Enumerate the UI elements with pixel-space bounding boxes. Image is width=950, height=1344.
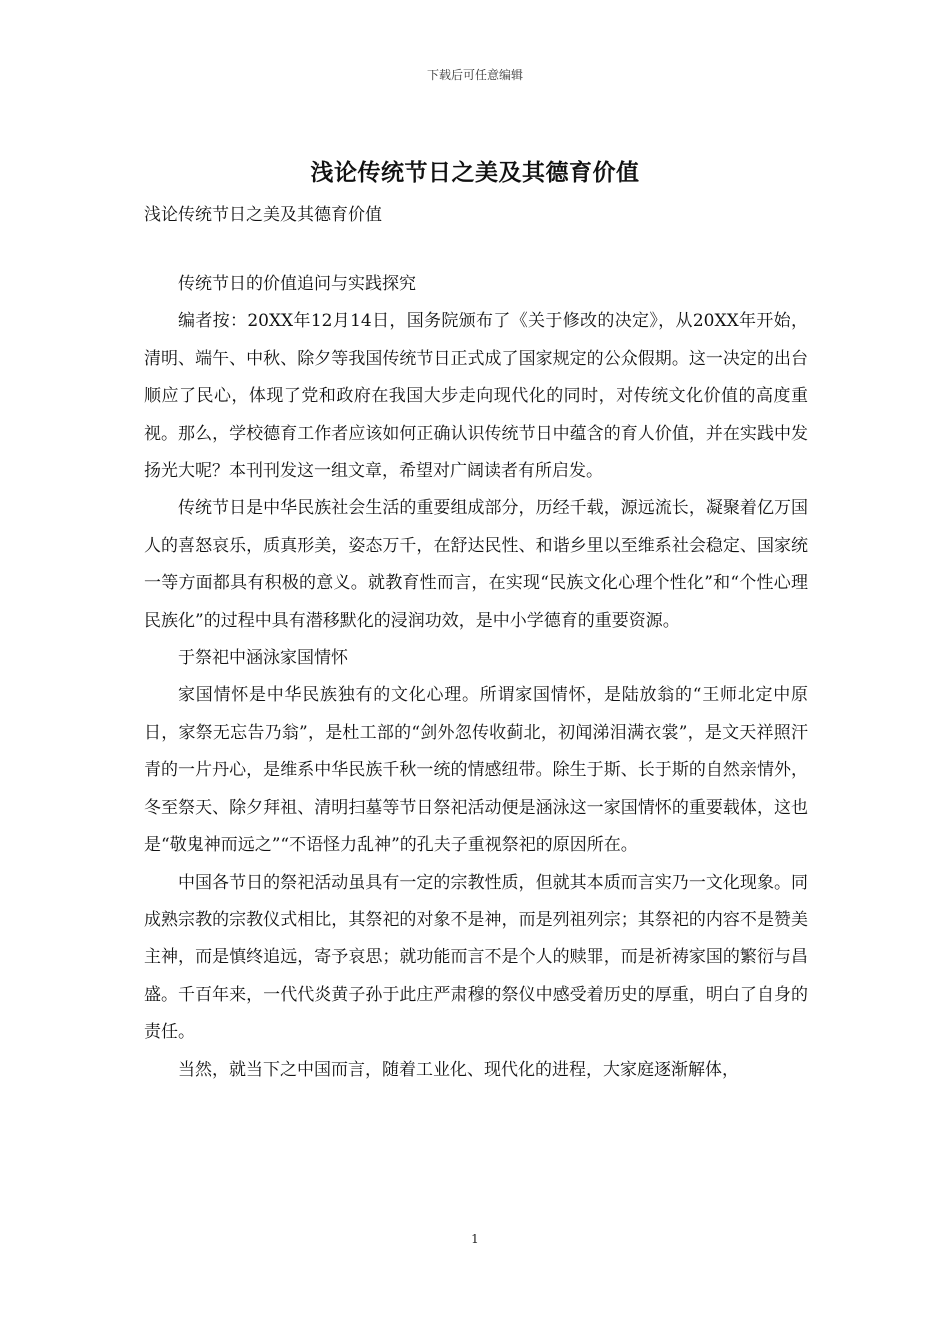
paragraph-subheading: 于祭祀中涵泳家国情怀 — [178, 648, 348, 669]
paragraph: 当然，就当下之中国而言，随着工业化、现代化的进程，大家庭逐渐解体， — [178, 1059, 739, 1080]
paragraph: 传统节日是中华民族社会生活的重要组成部分，历经千载，源远流长，凝聚着亿万国人的喜怒哀乐，质真形美，姿态万千，在舒达民性、和谐乡里以至维系社会稳定、国家统一等方面都具有积极的意义。就教育性而言，在实现“民族文化心理个性化”和“个性心理民族化”的过程中具有潜移默化的浸润功效，是中小学德育的重要资源。 — [144, 498, 808, 631]
header-note: 下载后可任意编辑 — [426, 68, 523, 82]
paragraph-editor-note: 编者按：20XX年12月14日，国务院颁布了《关于修改的决定》，从20XX年开始，清明、端午、中秋、除夕等我国传统节日正式成了国家规定的公众假期。这一决定的出台顺应了民心，体现了党和政府在我国大步走向现代化的同时，对传统文化价值的高度重视。那么，学校德育工作者应该如何正确认识传统节日中蕴含的育人价值，并在实践中发扬光大呢？本刊刊发这一组文章，希望对广阔读者有所启发。 — [144, 311, 808, 482]
document-title: 浅论传统节日之美及其德育价值 — [310, 159, 640, 186]
page-number: 1 — [471, 1232, 479, 1246]
paragraph-section-heading: 传统节日的价值追问与实践探究 — [178, 274, 416, 294]
document-body — [144, 266, 808, 1089]
document-subtitle: 浅论传统节日之美及其德育价值 — [144, 205, 382, 225]
paragraph: 家国情怀是中华民族独有的文化心理。所谓家国情怀，是陆放翁的“王师北定中原日，家祭无忘告乃翁”，是杜工部的“剑外忽传收蓟北，初闻涕泪满衣裳”，是文天祥照汗青的一片丹心，是维系中华民族千秋一统的情感纽带。除生于斯、长于斯的自然亲情外，冬至祭天、除夕拜祖、清明扫墓等节日祭祀活动便是涵泳这一家国情怀的重要载体，这也是“敬鬼神而远之”“不语怪力乱神”的孔夫子重视祭祀的原因所在。 — [144, 685, 808, 856]
paragraph: 中国各节日的祭祀活动虽具有一定的宗教性质，但就其本质而言实乃一文化现象。同成熟宗教的宗教仪式相比，其祭祀的对象不是神，而是列祖列宗；其祭祀的内容不是赞美主神，而是慎终追远，寄予哀思；就功能而言不是个人的赎罪，而是祈祷家国的繁衍与昌盛。千百年来，一代代炎黄子孙于此庄严肃穆的祭仪中感受着历史的厚重，明白了自身的责任。 — [144, 872, 808, 1043]
